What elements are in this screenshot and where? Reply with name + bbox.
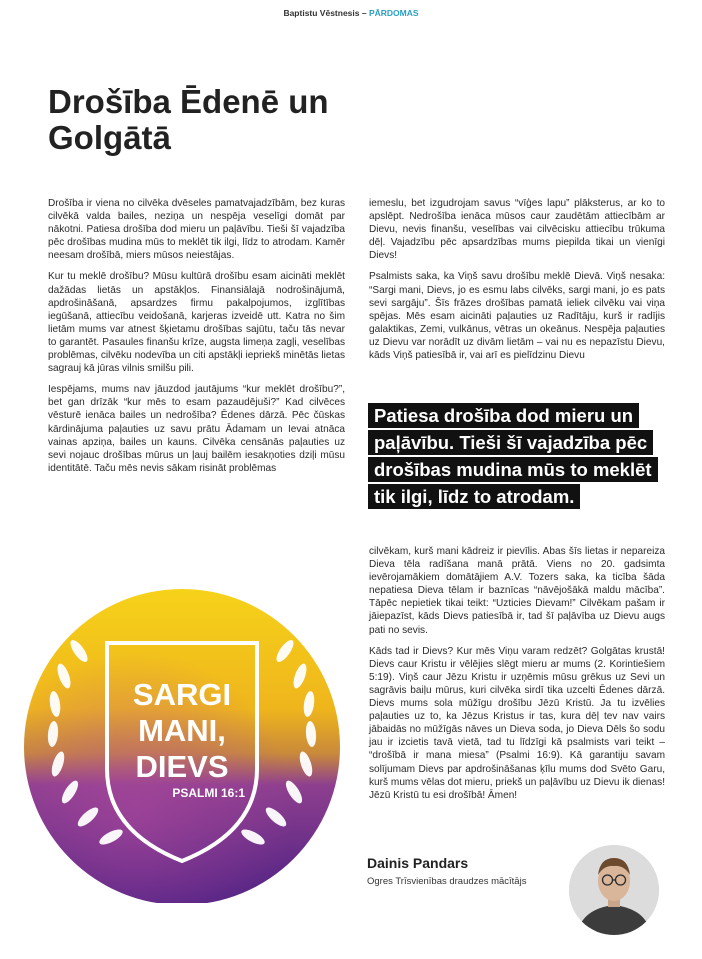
badge-reference: PSALMI 16:1 xyxy=(172,786,245,800)
author-role: Ogres Trīsvienības draudzes mācītājs xyxy=(367,876,527,887)
paragraph: Psalmists saka, ka Viņš savu drošību meklē Dievā. Viņš nesaka: “Sargi mani, Dievs, jo es esmu labs cilvēks, sargi mani, jo es pats sevi sargāju”. Šīs frāzes drošības pamatā ieliek cilvēku vai viņa spējas. Mēs esam aicināti paļauties uz Radītāju, kurš ir radījis galaktikas, Zemi, vulkānus, vētras un okeānus. Nespēja paļauties uz Dievu var norādīt uz divām lietām – vai nu es nepazīstu Dievu, kāds Viņš patiesībā ir, vai arī es pielīdzinu Dievu xyxy=(369,271,665,362)
author-portrait-icon xyxy=(569,845,659,935)
paragraph: Kur tu meklē drošību? Mūsu kultūrā drošību esam aicināti meklēt dažādas lietās un apstākļos. Finansiālajā nodrošinājumā, apdrošināšanā, apsardzes firmu pakalpojumos, izglītības iegūšanā, attiecību veidošanā, karjeras izveidē utt. Katra no šim lietām mums var atnest šķietamu drošības sajūtu, taču tās nevar to garantēt. Pasaules finanšu krīze, augsta limeņa zagļi, veselības problēmas, cilvēku nodevība un citi apstākļi iepriekš minētās lietas sagrauj kā jūras vilnis smilšu pili. xyxy=(48,271,345,375)
badge-line-2: MANI, xyxy=(138,713,226,748)
publication-name: Baptistu Vēstnesis xyxy=(283,8,360,18)
paragraph: Iespējams, mums nav jāuzdod jautājums “kur meklēt drošību?”, bet gan drīzāk “kur mēs to esam pazaudējuši?” Kad cilvēces vēsturē ienāca bailes un nedrošība? Ēdenes dārzā. Pēc čūskas kārdinājuma paļauties uz savu prātu Ādamam un Ievai atnāca vainas apziņa, bailes un kauns. Cilvēka censānās paļauties uz sevi nojauc drošības mūrus un ļauj bailēm iesakņoties dziļi mūsu identitātē. Taču mēs nevis sākam risināt problēmas xyxy=(48,384,345,474)
pull-quote-text: Patiesa drošība dod mieru un paļāvību. Tieši šī vajadzība pēc drošības mudina mūs to meklēt tik ilgi, līdz to atrodam. xyxy=(368,403,658,509)
running-header xyxy=(0,8,702,18)
badge-line-1: SARGI xyxy=(132,677,232,712)
column-1 xyxy=(48,197,345,483)
author-photo xyxy=(569,845,659,935)
article-title: Drošība Ēdenē un Golgātā xyxy=(48,83,329,156)
column-3 xyxy=(369,545,665,810)
section-name: PĀRDOMAS xyxy=(368,8,419,18)
column-2 xyxy=(369,197,665,370)
paragraph: Drošība ir viena no cilvēka dvēseles pamatvajadzībām, bez kuras cilvēkā valda bailes, neziņa un nespēja veselīgi domāt par nākotni. Patiesa drošība dod mieru un paļāvību. Tieši šī vajadzība pēc drošības mudina mūs to meklēt tik ilgi, līdz to atrodam. Kamēr neesam drošībā, miers mūsos neiestājas. xyxy=(48,198,345,262)
header-separator: – xyxy=(359,8,369,18)
paragraph: iemeslu, bet izgudrojam savus “vīģes lapu” plāksterus, ar ko to apslēpt. Nedrošība ienāca mūsos caur zaudētām attiecībām ar Dievu, nevis finanšu, veselības vai cilvēcisku attiecību trūkuma dēļ. Vajadzību pēc apsardzības mums piepilda tikai un vienīgi Dievs! xyxy=(369,198,665,262)
paragraph: Kāds tad ir Dievs? Kur mēs Viņu varam redzēt? Golgātas krustā! Dievs caur Kristu ir vēlējies slēgt mieru ar mums (2. Korintiešiem 5:19). Viņš caur Jēzu Kristu ir uzņēmis mūsu grēkus uz Sevi un sagrāvis baiļu mūrus, kuri cilvēka sirdī tika uzcelti Ēdenes dārzā. Dievs mums sola mūžīgu drošību Jēzū Kristū. Ja tu izvēlies paļauties uz to, ka Jēzus Kristus ir tas, kura dēļ tev nav vairs jābaidās no mūžīgās nāves un Dieva soda, jo Dieva Dēls šo sodu jau ir izcietis tavā vietā, tad tu līdzīgi kā psalmists vari teikt – “drošībā ir mana miesa” (Psalmi 16:9). Kā garantiju savam solījumam Dievs par apdrošināšanas ķīlu mums dod Svēto Garu, kurš mums vēlas dot mieru, priekš un paļāvību uz Dievu ik dienas! Jēzū Kristū tu esi drošībā! Āmen! xyxy=(369,645,665,801)
pull-quote xyxy=(368,402,668,510)
psalm-badge-illustration xyxy=(9,581,355,903)
author-name: Dainis Pandars xyxy=(367,855,469,871)
badge-line-3: DIEVS xyxy=(135,749,229,784)
paragraph: cilvēkam, kurš mani kādreiz ir pievīlis. Abas šīs lietas ir nepareiza Dieva tēla radīšana manā prātā. Viens no 20. gadsimta ievērojamākiem domātājiem A.V. Tozers saka, ka ticība šāda nepatiesa Dieva tēlam ir baznīcas “nāvējošākā maldu mācība”. Tāpēc nepietiek tikai teikt: “Uzticies Dievam!” Cilvēkam pašam ir jāiepazīst, kāds Dievs patiesībā ir, tad šī paļāvība uz Dievu augs pati no sevis. xyxy=(369,546,665,636)
